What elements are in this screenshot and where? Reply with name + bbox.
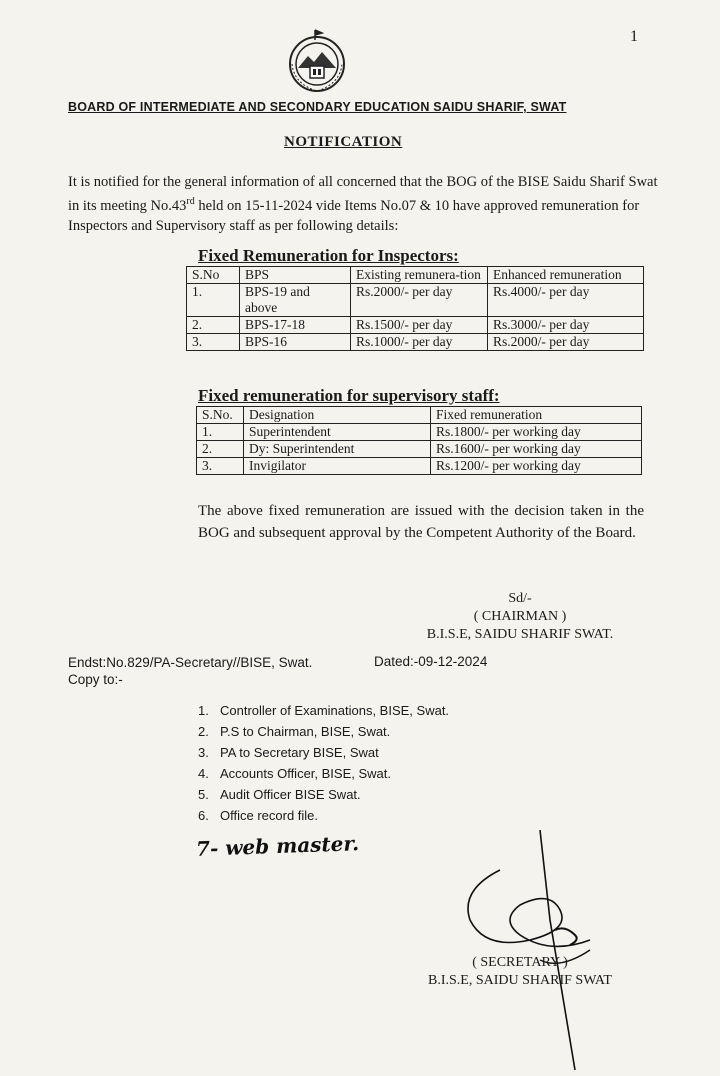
secretary-signature-scribble	[440, 830, 620, 1076]
dated-label: Dated:-09-12-2024	[374, 654, 488, 669]
bps-cell: BPS-16	[240, 334, 351, 351]
sno-cell: 3.	[187, 334, 240, 351]
header-cell: S.No.	[197, 407, 244, 424]
table-row	[187, 334, 644, 351]
amount-cell: Rs.1200/- per working day	[431, 458, 642, 475]
sd-mark: Sd/-	[508, 591, 532, 606]
header-cell: S.No	[187, 267, 240, 284]
sno-cell: 1.	[197, 424, 244, 441]
secretary-org: B.I.S.E, SAIDU SHARIF SWAT	[428, 973, 612, 988]
header-cell: Designation	[244, 407, 431, 424]
designation-cell: Superintendent	[244, 424, 431, 441]
table-row	[187, 317, 644, 334]
notification-title: NOTIFICATION	[284, 134, 403, 150]
table-header-row	[187, 267, 644, 284]
supervisory-section-title: Fixed remuneration for supervisory staff:	[198, 386, 500, 405]
bps-cell: BPS-17-18	[240, 317, 351, 334]
existing-cell: Rs.1000/- per day	[351, 334, 488, 351]
list-item: 3. PA to Secretary BISE, Swat	[198, 745, 379, 760]
closing-paragraph: The above fixed remuneration are issued with the decision taken in the BOG and subsequent approval by the Competent Authority of the Board.	[198, 503, 644, 541]
table-row	[197, 424, 642, 441]
copy-list	[198, 700, 449, 826]
secretary-signature-block	[410, 954, 630, 990]
organization-header: BOARD OF INTERMEDIATE AND SECONDARY EDUCATION SAIDU SHARIF, SWAT	[68, 100, 567, 114]
table-row	[187, 284, 644, 317]
copy-to-label: Copy to:-	[68, 672, 123, 687]
notification-intro: It is notified for the general information of all concerned that the BOG of the BISE Saidu Sharif Swat in its meeting No.43rd held on 15-11-2024 vide Items No.07 & 10 have approved remuneration for Inspectors and Supervisory staff as per following details:	[68, 174, 658, 234]
header-cell: Existing remunera-tion	[351, 267, 488, 284]
header-cell: BPS	[240, 267, 351, 284]
header-cell: Enhanced remuneration	[488, 267, 644, 284]
header-cell: Fixed remuneration	[431, 407, 642, 424]
amount-cell: Rs.1600/- per working day	[431, 441, 642, 458]
enhanced-cell: Rs.2000/- per day	[488, 334, 644, 351]
handwritten-note: 7- web master.	[195, 831, 360, 861]
existing-cell: Rs.2000/- per day	[351, 284, 488, 317]
list-item: 4. Accounts Officer, BISE, Swat.	[198, 766, 391, 781]
endorsement-number: Endst:No.829/PA-Secretary//BISE, Swat.	[68, 655, 313, 670]
table-header-row	[197, 407, 642, 424]
table-row	[197, 441, 642, 458]
amount-cell: Rs.1800/- per working day	[431, 424, 642, 441]
designation-cell: Invigilator	[244, 458, 431, 475]
list-item: 2. P.S to Chairman, BISE, Swat.	[198, 724, 391, 739]
list-item: 5. Audit Officer BISE Swat.	[198, 787, 361, 802]
page-number: 1	[630, 28, 638, 45]
secretary-title: ( SECRETARY )	[472, 955, 568, 970]
inspectors-table	[186, 266, 644, 351]
designation-cell: Dy: Superintendent	[244, 441, 431, 458]
existing-cell: Rs.1500/- per day	[351, 317, 488, 334]
chairman-org: B.I.S.E, SAIDU SHARIF SWAT.	[426, 627, 614, 642]
enhanced-cell: Rs.3000/- per day	[488, 317, 644, 334]
bps-cell: BPS-19 and above	[240, 284, 351, 317]
board-emblem-logo	[284, 24, 350, 94]
sno-cell: 2.	[197, 441, 244, 458]
chairman-title: ( CHAIRMAN )	[473, 609, 567, 624]
sno-cell: 2.	[187, 317, 240, 334]
endorsement-block	[68, 654, 312, 688]
sno-cell: 3.	[197, 458, 244, 475]
inspectors-section-title: Fixed Remuneration for Inspectors:	[198, 246, 459, 265]
enhanced-cell: Rs.4000/- per day	[488, 284, 644, 317]
list-item: 6. Office record file.	[198, 808, 319, 823]
list-item: 1. Controller of Examinations, BISE, Swat.	[198, 703, 450, 718]
sno-cell: 1.	[187, 284, 240, 317]
chairman-signature-block	[410, 590, 630, 644]
supervisory-table	[196, 406, 642, 475]
table-row	[197, 458, 642, 475]
